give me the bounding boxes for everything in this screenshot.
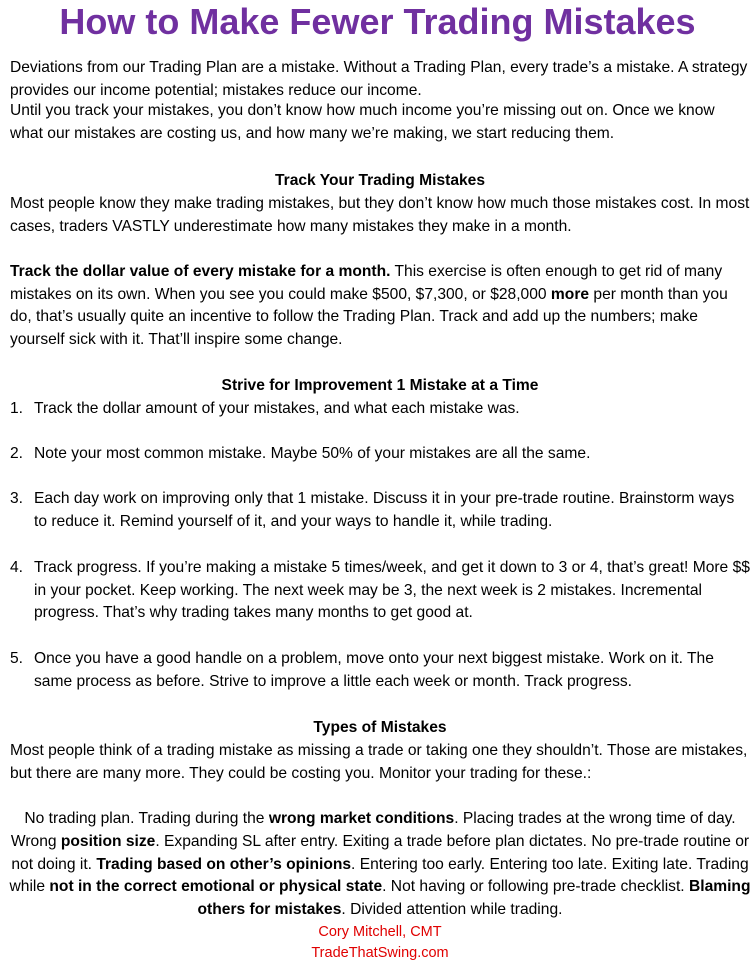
list-text: Note your most common mistake. Maybe 50% of your mistakes are all the same. [34, 445, 591, 462]
types-bold-2: position size [60, 832, 156, 850]
track-text-a: This exercise is often enough to get rid of many mistakes on its own. When you see you could make $500, $7,300, or $28,000 [10, 263, 723, 303]
types-bold-1: wrong market conditions [268, 810, 455, 827]
types-text-6: . Divided attention while trading. [341, 901, 563, 919]
strive-heading: Strive for Improvement 1 Mistake at a Time [221, 377, 539, 394]
intro-paragraph-2: Until you track your mistakes, you don’t know how much income you’re missing out on. Once we know what our mistakes are costing us, and how many we’re making, we start reducing them. [10, 102, 715, 142]
track-paragraph-2 [10, 261, 750, 352]
types-text-4: . Entering too early. Entering too late. Exiting late. Trading while [9, 855, 749, 896]
list-item [10, 648, 750, 693]
types-bold-4: not in the correct emotional or physical state [49, 878, 383, 896]
track-bold-lead: Track the dollar value of every mistake for a month. [10, 263, 391, 280]
list-text: Each day work on improving only that 1 mistake. Discuss it in your pre-trade routine. Brainstorm ways to reduce it. Remind yourself of it, and your ways to handle it, while trading. [34, 490, 735, 530]
types-bold-5: Blaming others for mistakes [197, 878, 751, 919]
track-bold-more: more [550, 285, 590, 303]
types-list-paragraph [8, 808, 752, 922]
author-website: TradeThatSwing.com [311, 945, 449, 961]
types-text-1: No trading plan. Trading during the [24, 810, 269, 827]
track-paragraph-1: Most people know they make trading mistakes, but they don’t know how much those mistakes cost. In most cases, traders VASTLY underestimate how many mistakes they make in a month. [10, 195, 750, 235]
page-title: How to Make Fewer Trading Mistakes [59, 1, 696, 42]
list-number: 1. [10, 400, 24, 417]
list-text: Track progress. If you’re making a mistake 5 times/week, and get it down to 3 or 4, that’s great! More $$ in your pocket. Keep working. The next week may be 3, the next week is 2 mistakes. Incremental progress. That’s why trading takes many months to get good at. [34, 559, 750, 622]
list-text: Track the dollar amount of your mistakes, and what each mistake was. [34, 400, 520, 417]
list-number: 3. [10, 490, 24, 507]
list-item [10, 443, 750, 466]
types-bold-3: Trading based on other’s opinions [96, 855, 352, 873]
types-text-5: . Not having or following pre-trade checklist. [382, 878, 689, 896]
types-text-3: . Expanding SL after entry. Exiting a trade before plan dictates. No pre-trade routine or not doing it. [11, 832, 750, 873]
intro-paragraph-1: Deviations from our Trading Plan are a mistake. Without a Trading Plan, every trade’s a mistake. A strategy provides our income potential; mistakes reduce our income. [10, 59, 748, 99]
list-number: 2. [10, 445, 24, 462]
list-text: Once you have a good handle on a problem, move onto your next biggest mistake. Work on it. The same process as before. Strive to improve a little each week or month. Track progress. [34, 650, 714, 690]
list-number: 5. [10, 650, 24, 667]
types-heading: Types of Mistakes [313, 719, 447, 736]
track-text-b: per month than you do, that’s usually quite an incentive to follow the Trading Plan. Track and add up the numbers; make yourself sick with it. That’ll inspire some change. [10, 285, 728, 349]
list-item [10, 557, 750, 625]
types-text-2: . Placing trades at the wrong time of day. Wrong [10, 810, 736, 850]
list-item [10, 398, 750, 421]
types-intro: Most people think of a trading mistake as missing a trade or taking one they shouldn’t. Those are mistakes, but there are many more. They could be costing you. Monitor your trading for these.: [10, 742, 748, 782]
track-heading: Track Your Trading Mistakes [274, 172, 486, 189]
author-name: Cory Mitchell, CMT [318, 924, 442, 940]
list-number: 4. [10, 559, 24, 576]
list-item [10, 488, 750, 533]
